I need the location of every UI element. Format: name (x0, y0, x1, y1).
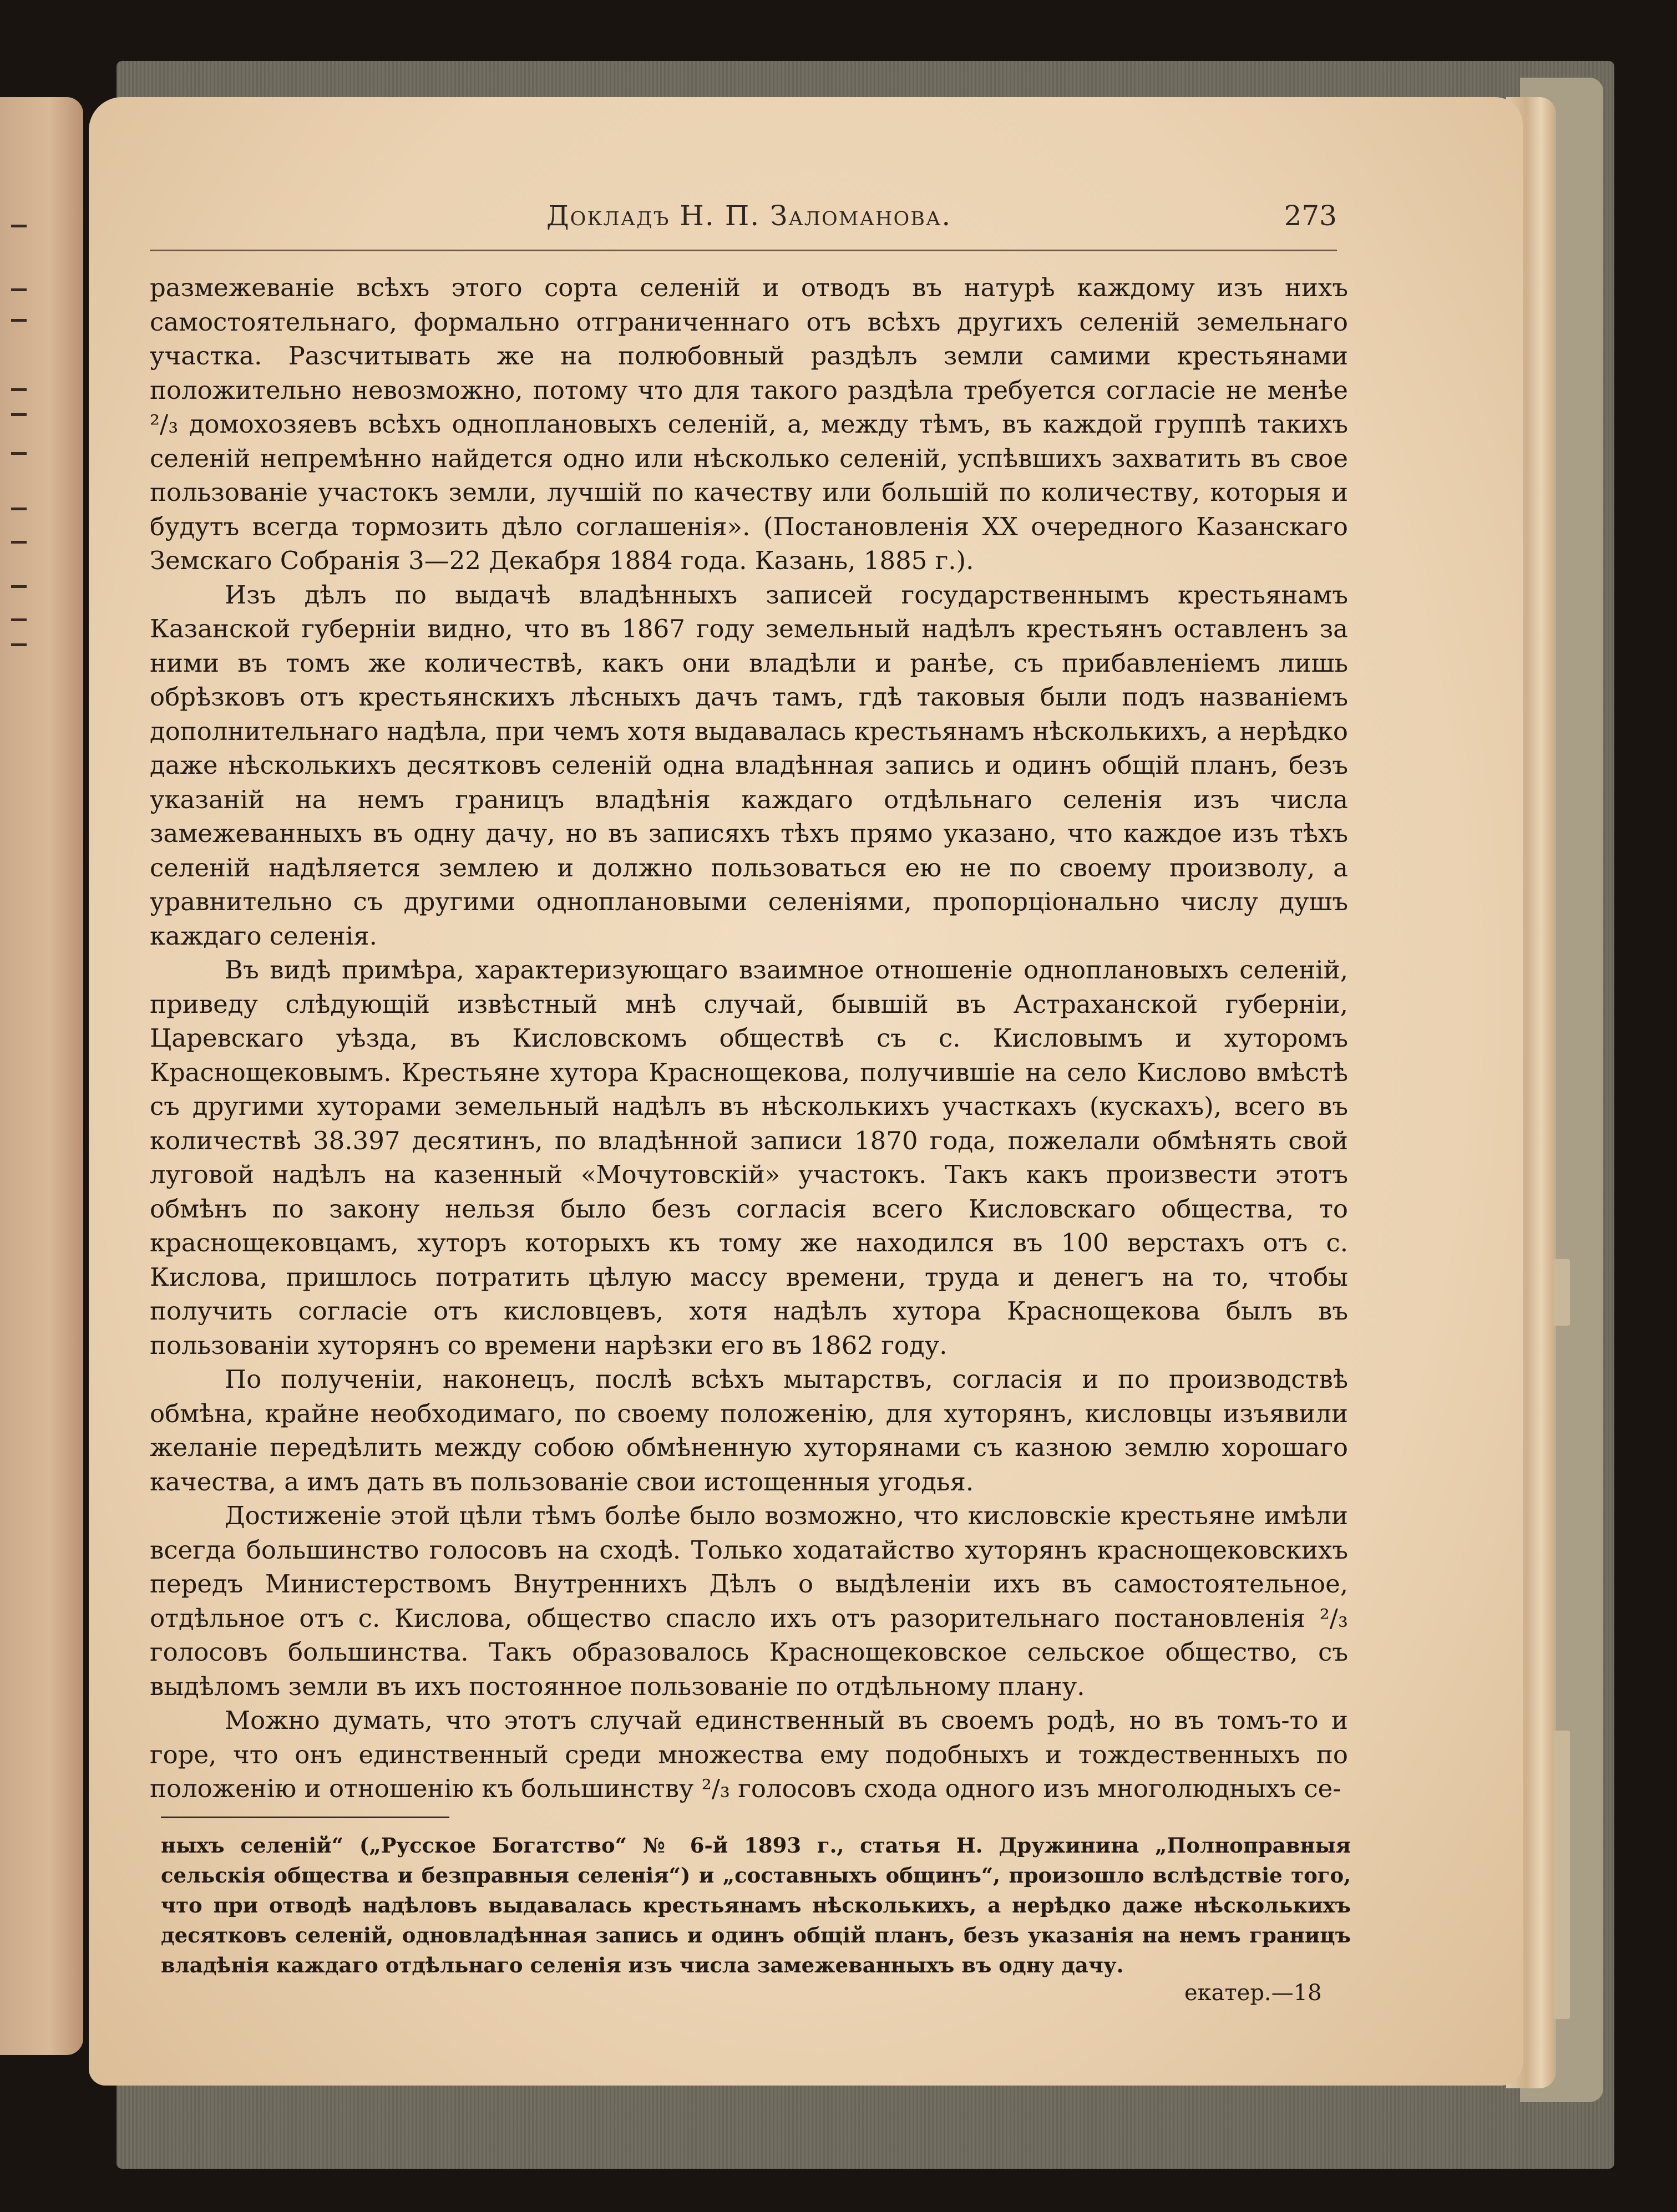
page-number: 273 (1284, 200, 1337, 232)
paragraph: размежеваніе всѣхъ этого сорта селеній и отводъ въ натурѣ каждому изъ нихъ самостоятельнаго, формально отграниченнаго отъ всѣхъ другихъ селеній земельнаго участка. Разсчитывать же на полюбовный раздѣлъ земли самими крестьянами положительно невозможно, потому что для такого раздѣла требуется согласіе не менѣе ²/₃ домохозяевъ всѣхъ одноплановыхъ селеній, а, между тѣмъ, въ каждой группѣ такихъ селеній непремѣнно найдется одно или нѣсколько селеній, успѣвшихъ захватить въ свое пользованіе участокъ земли, лучшій по качеству или большій по количеству, которыя и будутъ всегда тормозить дѣло соглашенія». (Постановленія XX очередного Казанскаго Земскаго Собранія 3—22 Декабря 1884 года. Казань, 1885 г.). (150, 273, 1348, 575)
paragraph: Изъ дѣлъ по выдачѣ владѣнныхъ записей государственнымъ крестьянамъ Казанской губерніи видно, что въ 1867 году земельный надѣлъ крестьянъ оставленъ за ними въ томъ же количествѣ, какъ они владѣли и ранѣе, съ прибавленіемъ лишь обрѣзковъ отъ крестьянскихъ лѣсныхъ дачъ тамъ, гдѣ таковыя были подъ названіемъ дополнительнаго надѣла, при чемъ хотя выдавалась крестьянамъ нѣсколькихъ, а нерѣдко даже нѣсколькихъ десятковъ селеній одна владѣнная запись и одинъ общій планъ, безъ указаній на немъ границъ владѣнія каждаго отдѣльнаго селенія изъ числа замежеванныхъ въ одну дачу, но въ записяхъ тѣхъ прямо указано, что каждое изъ тѣхъ селеній надѣляется землею и должно пользоваться ею не по своему произволу, а уравнительно съ другими одноплановыми селеніями, пропорціонально числу душъ каждаго селенія. (150, 580, 1348, 951)
previous-page-edge (0, 97, 83, 2055)
paragraph: Въ видѣ примѣра, характеризующаго взаимное отношеніе одноплановыхъ селеній, приведу слѣдующій извѣстный мнѣ случай, бывшій въ Астраханской губерніи, Царевскаго уѣзда, въ Кисловскомъ обществѣ съ с. Кисловымъ и хуторомъ Краснощековымъ. Крестьяне хутора Краснощекова, получившіе на село Кислово вмѣстѣ съ другими хуторами земельный надѣлъ въ нѣсколькихъ участкахъ (кускахъ), всего въ количествѣ 38.397 десятинъ, по владѣнной записи 1870 года, пожелали обмѣнять свой луговой надѣлъ на казенный «Мочутовскій» участокъ. Такъ какъ произвести этотъ обмѣнъ по закону нельзя было безъ согласія всего Кисловскаго общества, то краснощековцамъ, хуторъ которыхъ къ тому же находился въ 100 верстахъ отъ с. Кислова, пришлось потратить цѣлую массу времени, труда и денегъ на то, чтобы получить согласіе отъ кисловцевъ, хотя надѣлъ хутора Краснощекова былъ въ пользованіи хуторянъ со времени нарѣзки его въ 1862 году. (150, 955, 1348, 1360)
footnote: ныхъ селеній“ („Русское Богатство“ № 6-й 1893 г., статья Н. Дружинина „Полноправныя сельскія общества и безправныя селенія“) и „составныхъ общинъ“, произошло вслѣдствіе того, что при отводѣ надѣловъ выдавалась крестьянамъ нѣсколькихъ, а нерѣдко даже нѣсколькихъ десятковъ селеній, одновладѣнная запись и одинъ общій планъ, безъ указанія на немъ границъ владѣнія каждаго отдѣльнаго селенія изъ числа замежеванныхъ въ одну дачу. (161, 1833, 1351, 1977)
paragraph: По полученіи, наконецъ, послѣ всѣхъ мытарствъ, согласія и по производствѣ обмѣна, крайне необходимаго, по своему положенію, для хуторянъ, кисловцы изъявили желаніе передѣлить между собою обмѣненную хуторянами съ казною землю хорошаго качества, а имъ дать въ пользованіе свои истощенныя угодья. (150, 1364, 1348, 1496)
previous-page-margin-marks (11, 97, 44, 2055)
page-tabs (1553, 233, 1575, 1952)
running-title: Докладъ Н. П. Заломанова. (546, 200, 952, 232)
paragraph: Можно думать, что этотъ случай единственный въ своемъ родѣ, но въ томъ-то и горе, что онъ единственный среди множества ему подобныхъ и тождественныхъ по положенію и отношенію къ большинству ²/₃ голосовъ схода одного изъ многолюдныхъ се- (150, 1706, 1348, 1803)
page-header (150, 200, 1337, 251)
footnote-rule (161, 1817, 449, 1818)
body-text (150, 271, 1348, 1806)
printer-signature: екатер.—18 (1184, 1980, 1322, 2006)
paragraph: Достиженіе этой цѣли тѣмъ болѣе было возможно, что кисловскіе крестьяне имѣли всегда большинство голосовъ на сходѣ. Только ходатайство хуторянъ краснощековскихъ передъ Министерствомъ Внутреннихъ Дѣлъ о выдѣленіи ихъ въ самостоятельное, отдѣльное отъ с. Кислова, общество спасло ихъ отъ разорительнаго постановленія ²/₃ голосовъ большинства. Такъ образовалось Краснощековское сельское общество, съ выдѣломъ земли въ ихъ постоянное пользованіе по отдѣльному плану. (150, 1501, 1348, 1701)
